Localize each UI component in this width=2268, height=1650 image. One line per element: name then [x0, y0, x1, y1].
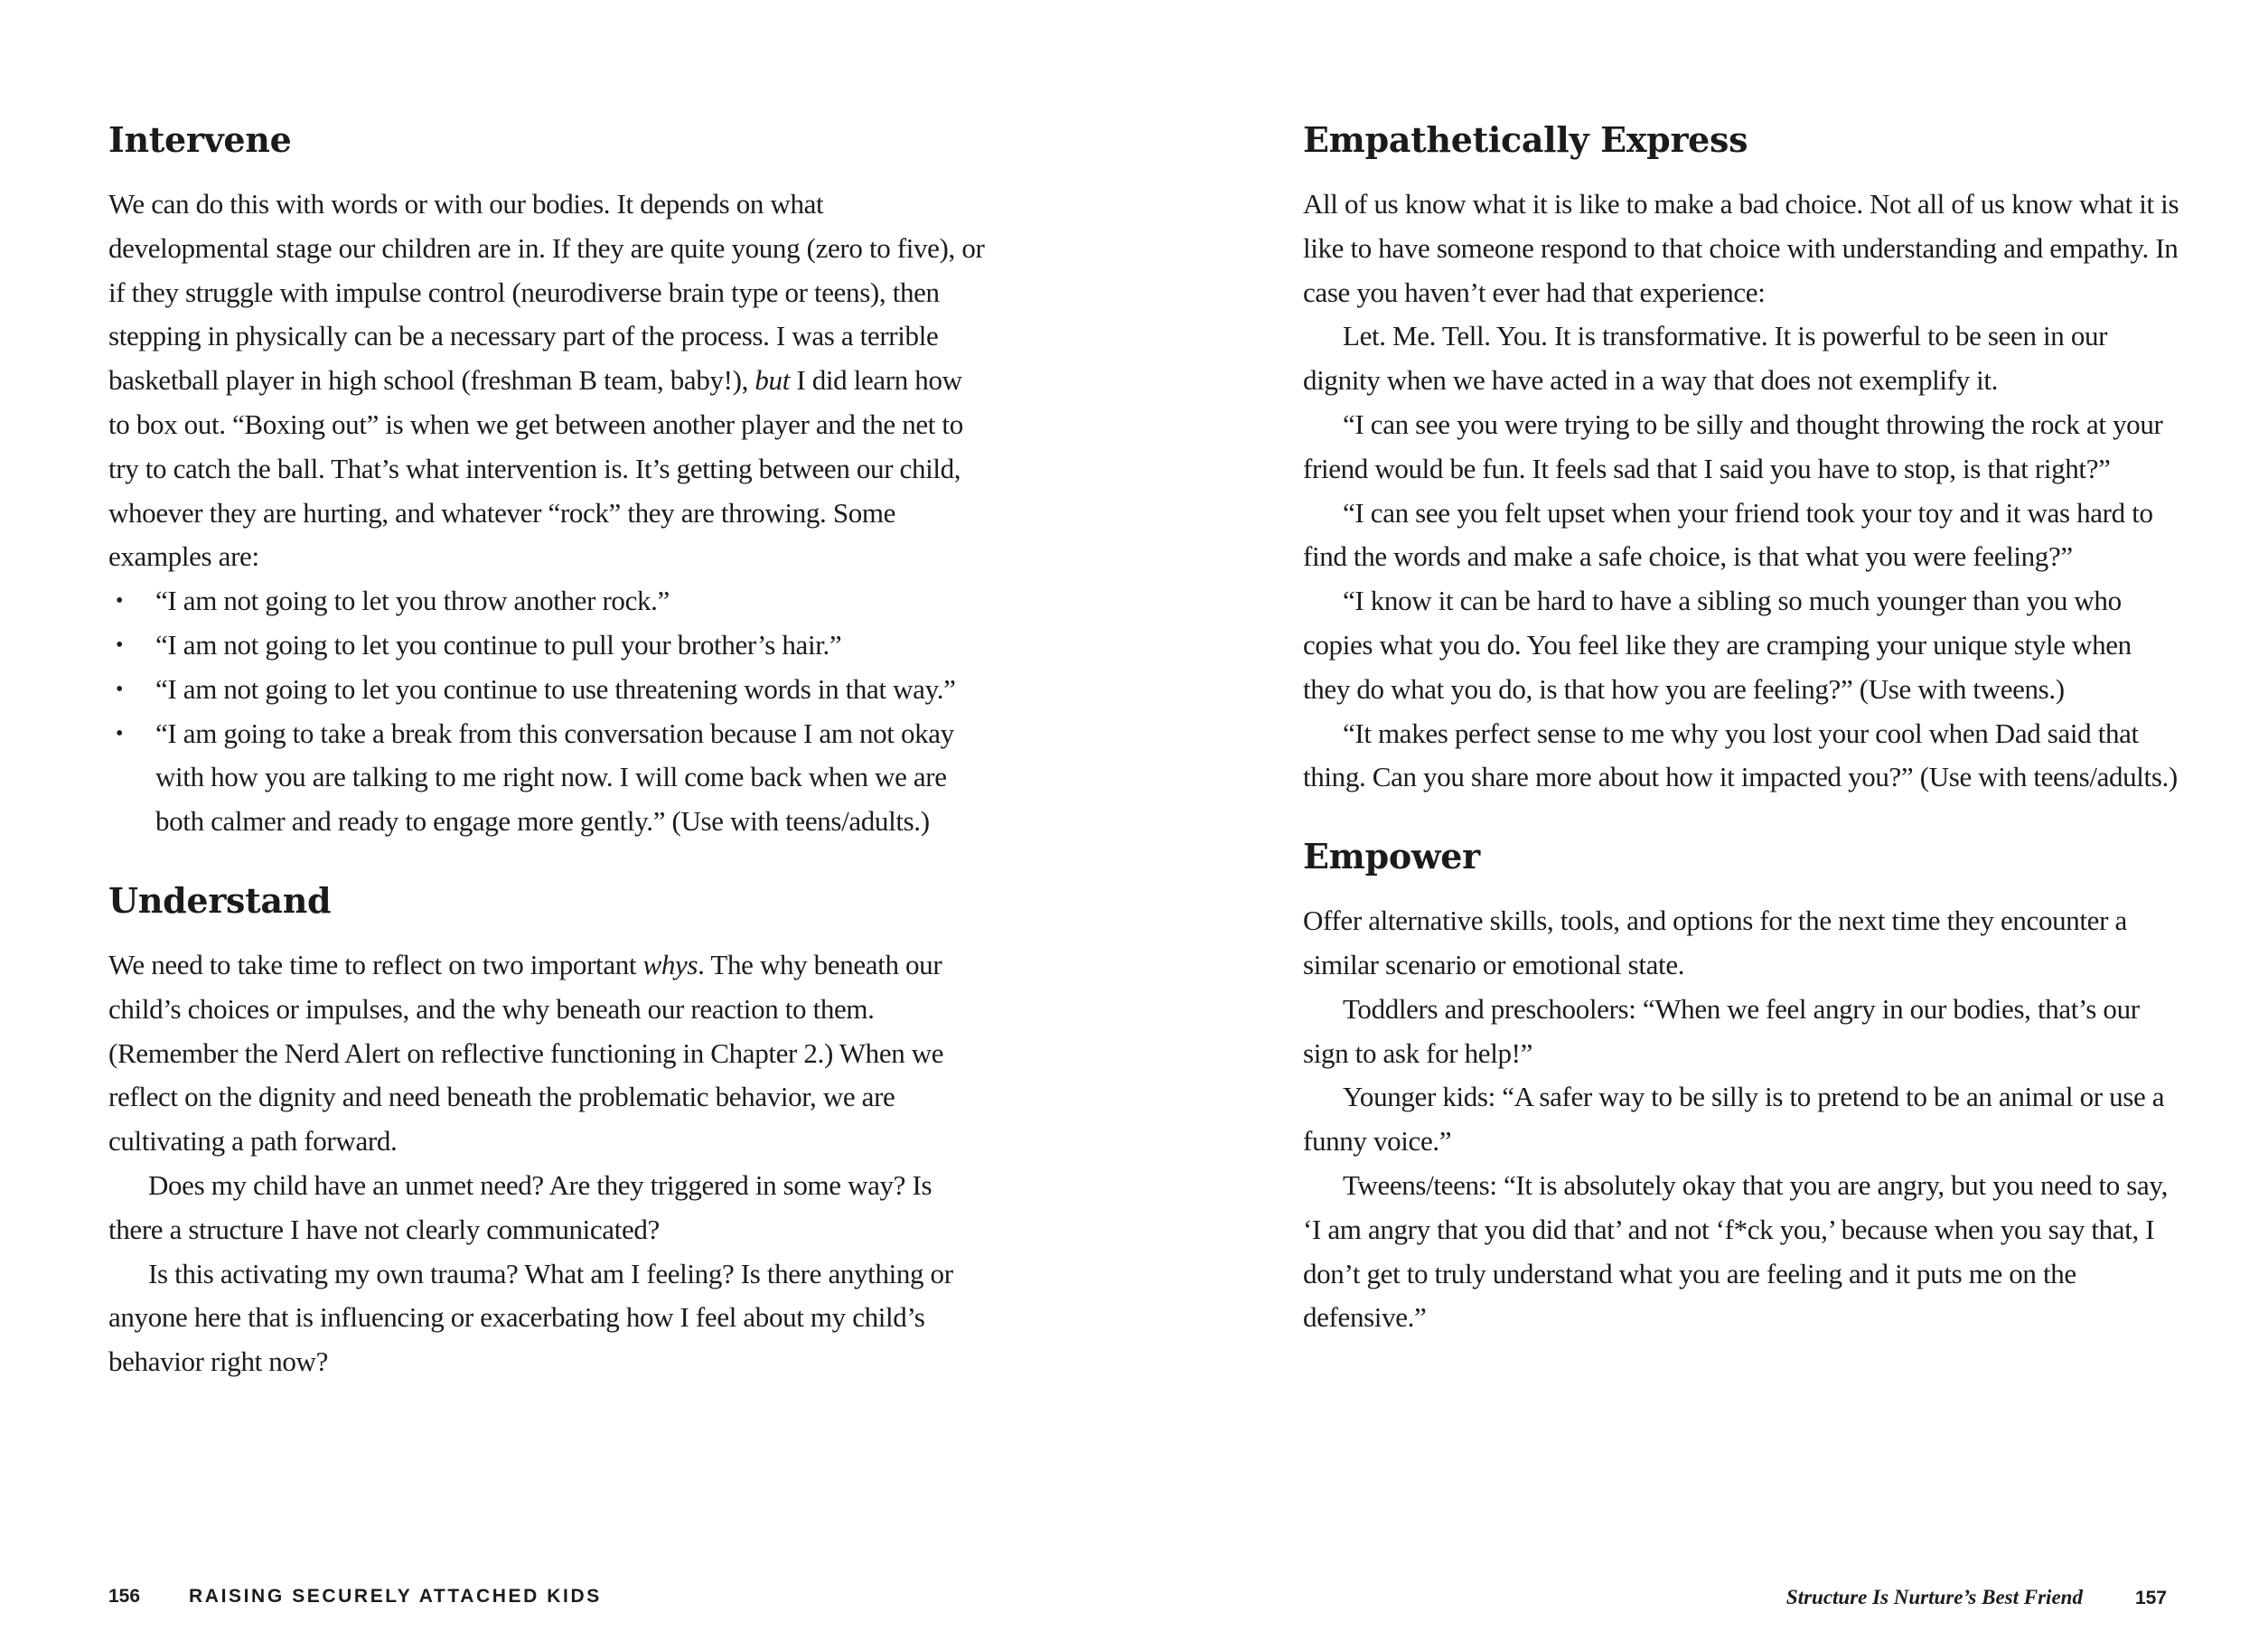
section-intervene: [108, 119, 989, 844]
express-paragraph: “I can see you were trying to be silly and thought throwing the rock at your friend would be fun. It feels sad that I said you have to stop, is that right?”: [1303, 408, 2163, 484]
express-paragraph: “It makes perfect sense to me why you lost your cool when Dad said that thing. Can you share more about how it impacted you?” (Use with teens/adults.): [1303, 717, 2178, 793]
understand-text-a: We need to take time to reflect on two important: [108, 948, 643, 980]
intervene-emphasis: but: [754, 364, 790, 397]
section-empathetically-express: [1303, 119, 2184, 800]
list-item-text: “I am going to take a break from this conversation because I am not okay with how you are talking to me right now. I will come back when we are both calmer and ready to engage more gently.” (Use with teens/adults.): [155, 717, 954, 838]
bullet-icon: •: [116, 677, 124, 701]
express-paragraph: “I can see you felt upset when your friend took your toy and it was hard to find the words and make a safe choice, is that what you were feeling?”: [1303, 496, 2153, 573]
right-page: [1134, 0, 2268, 1650]
list-item: [108, 623, 989, 668]
express-paragraph: “I know it can be hard to have a sibling so much younger than you who copies what you do. You feel like they are cramping your unique style when they do what you do, is that how you are feeling?” (Use with tweens.): [1303, 585, 2132, 705]
empower-paragraph: Offer alternative skills, tools, and options for the next time they encounter a similar scenario or emotional state.: [1303, 905, 2127, 980]
list-item: [108, 712, 989, 844]
left-page-footer: [108, 1586, 602, 1608]
understand-text-b: . The why beneath our child’s choices or impulses, and the why beneath our reaction to them. (Remember the Nerd Alert on reflective functioning in Chapter 2.) When we reflect on the dignity and need beneath the problematic behavior, we are cultivating a path forward.: [108, 948, 944, 1158]
list-item: [108, 579, 989, 623]
right-page-body: [1303, 119, 2184, 1376]
list-item-text: “I am not going to let you continue to pull your brother’s hair.”: [155, 628, 842, 661]
empower-paragraph: Younger kids: “A safer way to be silly is to pretend to be an animal or use a funny voice.”: [1303, 1081, 2165, 1158]
bullet-icon: •: [116, 589, 124, 614]
bullet-icon: •: [116, 633, 124, 657]
intervene-text-a: We can do this with words or with our bodies. It depends on what developmental stage our children are in. If they are quite young (zero to five), or if they struggle with impulse control (neurodiverse brain type or teens), then stepping in physically can be a necessary part of the process. I was a terrible basketball player in high school (freshman B team, baby!),: [108, 188, 985, 397]
understand-paragraph: [108, 943, 989, 1164]
running-head-chapter-title: Structure Is Nurture’s Best Friend: [1785, 1586, 2083, 1608]
running-head-book-title: RAISING SECURELY ATTACHED KIDS: [189, 1586, 602, 1607]
page-number: 156: [108, 1586, 141, 1607]
intervene-text-b: I did learn how to box out. “Boxing out” is when we get between another player and the net to try to catch the ball. That’s what intervention is. It’s getting between our child, whoever they are hurting, and whatever “rock” they are throwing. Some examples are:: [108, 364, 963, 573]
page-number: 157: [2134, 1588, 2167, 1608]
heading-intervene: Intervene: [108, 119, 292, 160]
intervene-examples-list: [108, 579, 989, 844]
heading-empower: Empower: [1303, 836, 1480, 877]
heading-understand: Understand: [108, 879, 332, 921]
right-page-footer: [1786, 1586, 2167, 1609]
express-paragraph: Let. Me. Tell. You. It is transformative. It is powerful to be seen in our dignity when we have acted in a way that does not exemplify it.: [1303, 320, 2108, 397]
empower-paragraph: Toddlers and preschoolers: “When we feel angry in our bodies, that’s our sign to ask for help!”: [1303, 992, 2140, 1069]
section-empower: [1303, 836, 2184, 1340]
left-page-body: [108, 119, 989, 1420]
intervene-paragraph: [108, 183, 989, 579]
list-item: [108, 668, 989, 712]
bullet-icon: •: [116, 721, 124, 745]
empower-paragraph: Tweens/teens: “It is absolutely okay that you are angry, but you need to say, ‘I am angry that you did that’ and not ‘f*ck you,’ because when you say that, I don’t get to truly understand what you are feeling and it puts me on the defensive.”: [1303, 1168, 2168, 1334]
list-item-text: “I am not going to let you continue to use threatening words in that way.”: [155, 672, 956, 705]
understand-paragraph: Is this activating my own trauma? What am I feeling? Is there anything or anyone here that is influencing or exacerbating how I feel about my child’s behavior right now?: [108, 1257, 953, 1378]
understand-emphasis: whys: [642, 948, 698, 980]
section-understand: [108, 880, 989, 1384]
understand-paragraph: Does my child have an unmet need? Are they triggered in some way? Is there a structure I have not clearly communicated?: [108, 1168, 933, 1245]
heading-empathetically-express: Empathetically Express: [1303, 119, 1748, 160]
list-item-text: “I am not going to let you throw another rock.”: [155, 585, 670, 617]
express-paragraph: All of us know what it is like to make a bad choice. Not all of us know what it is like to have someone respond to that choice with understanding and empathy. In case you haven’t ever had that experience:: [1303, 188, 2179, 308]
